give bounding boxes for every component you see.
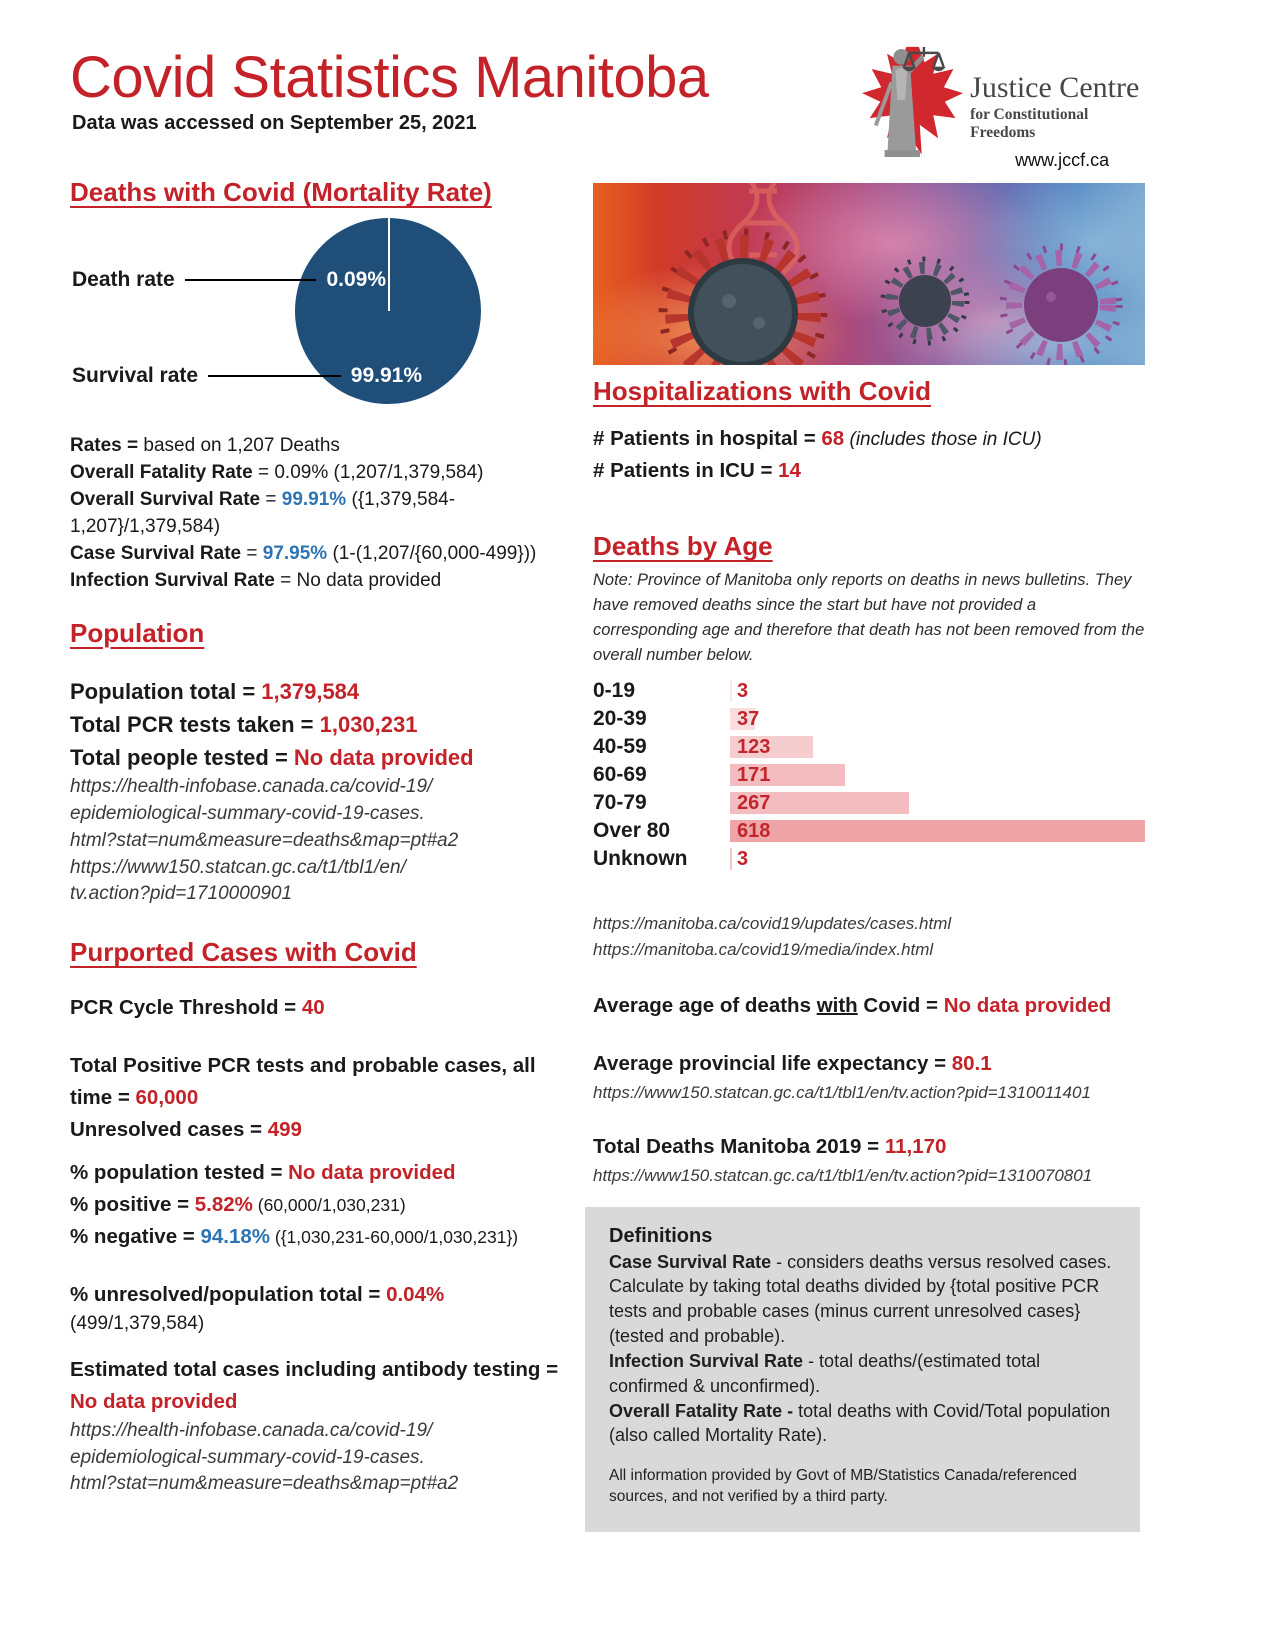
bar-value-label: 618	[737, 820, 771, 843]
rates-basis-line: Rates = based on 1,207 Deaths	[70, 434, 340, 456]
source-url: epidemiological-summary-covid-19-cases.	[70, 1446, 425, 1468]
callout-line	[208, 375, 341, 377]
total-deaths-source-url: https://www150.statcan.gc.ca/t1/tbl1/en/tv.action?pid=1310070801	[593, 1166, 1093, 1186]
bar-track	[730, 735, 1145, 759]
source-url: tv.action?pid=1710000901	[70, 883, 293, 905]
pct-negative-line: % negative = 94.18% ({1,030,231-60,000/1,030,231})	[70, 1224, 519, 1248]
page-title: Covid Statistics Manitoba	[70, 45, 709, 110]
case-survival-line: Case Survival Rate = 97.95% (1-(1,207/{60,000-499}))	[70, 542, 537, 564]
total-positive-line: Total Positive PCR tests and probable cases, all time = 60,000	[70, 1054, 536, 1109]
hospitalizations-heading: Hospitalizations with Covid	[593, 376, 932, 406]
logo-website: www.jccf.ca	[1015, 149, 1110, 170]
overall-survival-line: Overall Survival Rate = 99.91% ({1,379,584-1,207}/1,379,584)	[70, 488, 456, 537]
people-tested-line: Total people tested = No data provided	[70, 744, 474, 770]
pie-death-slice	[388, 218, 390, 311]
bar-category-label: 40-59	[593, 735, 647, 759]
bar-row	[593, 845, 1145, 873]
life-expectancy-line: Average provincial life expectancy = 80.1	[593, 1052, 992, 1076]
coronavirus-image	[593, 183, 1145, 365]
source-url: html?stat=num&measure=deaths&map=pt#a2	[70, 829, 459, 851]
source-url: https://manitoba.ca/covid19/updates/cases.html	[593, 914, 952, 934]
mortality-pie-chart	[70, 214, 578, 419]
bar-value-label: 123	[737, 736, 771, 759]
definitions-box	[585, 1207, 1140, 1532]
source-url: https://health-infobase.canada.ca/covid-19/	[70, 775, 433, 797]
infection-survival-line: Infection Survival Rate = No data provided	[70, 569, 442, 591]
population-stats	[70, 675, 578, 774]
left-column	[70, 178, 578, 1498]
survival-rate-value: 99.91%	[350, 363, 422, 387]
bar-value-label: 171	[737, 764, 771, 787]
patients-in-icu-line: # Patients in ICU = 14	[593, 458, 801, 482]
bar-category-label: 20-39	[593, 707, 647, 731]
bar-row	[593, 761, 1145, 789]
deaths-by-age-source-urls	[593, 911, 1145, 962]
bar-track	[730, 791, 1145, 815]
bar-track	[730, 847, 1145, 871]
cases-heading: Purported Cases with Covid	[70, 937, 417, 968]
patients-in-hospital-line: # Patients in hospital = 68 (includes those in ICU)	[593, 426, 1042, 450]
source-url: https://health-infobase.canada.ca/covid-19/	[70, 1419, 433, 1441]
bar-category-label: Unknown	[593, 847, 688, 871]
bar-track	[730, 819, 1145, 843]
logo-name: Justice Centre	[970, 71, 1140, 104]
logo-tagline: for Constitutional Freedoms	[970, 105, 1089, 141]
bar-category-label: 70-79	[593, 791, 647, 815]
definitions-heading: Definitions	[609, 1224, 713, 1247]
right-column	[593, 183, 1145, 1532]
definition-overall-fatality-rate: Overall Fatality Rate - total deaths with Covid/Total population (also called Mortality Rate).	[609, 1400, 1111, 1446]
overall-fatality-line: Overall Fatality Rate = 0.09% (1,207/1,379,584)	[70, 461, 484, 483]
bar-track	[730, 707, 1145, 731]
bar-fill	[730, 820, 1145, 842]
deaths-by-age-note: Note: Province of Manitoba only reports on deaths in news bulletins. They have removed deaths since the start but have not provided a corresponding age and therefore that death has not been removed from the overall number below.	[593, 571, 1145, 664]
callout-line	[185, 279, 317, 281]
bar-category-label: 60-69	[593, 763, 647, 787]
unresolved-formula: (499/1,379,584)	[70, 1313, 205, 1335]
bar-value-label: 37	[737, 708, 760, 731]
pie-callout-survival	[72, 364, 422, 388]
pcr-tests-line: Total PCR tests taken = 1,030,231	[70, 711, 418, 737]
data-access-date: Data was accessed on September 25, 2021	[72, 112, 477, 134]
source-url: html?stat=num&measure=deaths&map=pt#a2	[70, 1473, 459, 1495]
source-url: https://www150.statcan.gc.ca/t1/tbl1/en/	[70, 856, 406, 878]
deaths-by-age-heading: Deaths by Age	[593, 531, 773, 562]
bar-track	[730, 679, 1145, 703]
justice-centre-emblem-icon	[862, 40, 964, 162]
bar-track	[730, 763, 1145, 787]
pct-unresolved-line: % unresolved/population total = 0.04%	[70, 1282, 445, 1306]
definition-case-survival-rate: Case Survival Rate - considers deaths versus resolved cases. Calculate by taking total deaths divided by {total positive PCR tests and probable cases (minus current unresolved cases}(tested and probable).	[609, 1251, 1112, 1347]
average-age-of-deaths-line: Average age of deaths with Covid = No data provided	[593, 994, 1112, 1018]
life-expectancy-source-url: https://www150.statcan.gc.ca/t1/tbl1/en/tv.action?pid=1310011401	[593, 1082, 1091, 1102]
pcr-threshold-line: PCR Cycle Threshold = 40	[70, 996, 325, 1020]
bar-fill	[730, 848, 732, 870]
bar-category-label: Over 80	[593, 819, 671, 843]
death-rate-value: 0.09%	[326, 267, 386, 291]
estimated-total-cases-line: Estimated total cases including antibody testing = No data provided	[70, 1358, 559, 1413]
cases-source-urls	[70, 1418, 578, 1499]
pie-callout-death	[72, 268, 386, 292]
bar-row	[593, 817, 1145, 845]
pct-positive-line: % positive = 5.82% (60,000/1,030,231)	[70, 1193, 406, 1217]
bar-category-label: 0-19	[593, 679, 636, 703]
population-total-line: Population total = 1,379,584	[70, 678, 360, 704]
bar-value-label: 3	[737, 848, 749, 871]
deaths-by-age-bar-chart	[593, 677, 1145, 873]
bar-value-label: 267	[737, 792, 771, 815]
bar-row	[593, 677, 1145, 705]
bar-row	[593, 733, 1145, 761]
pct-population-tested-line: % population tested = No data provided	[70, 1161, 456, 1185]
bar-value-label: 3	[737, 680, 749, 703]
disclaimer-text: All information provided by Govt of MB/Statistics Canada/referenced sources, and not verified by a third party.	[609, 1467, 1077, 1506]
population-source-urls	[70, 774, 578, 909]
rates-block	[70, 433, 578, 595]
bar-fill	[730, 680, 732, 702]
jccf-logo	[862, 40, 1154, 171]
survival-rate-label: Survival rate	[72, 363, 199, 387]
mortality-heading: Deaths with Covid (Mortality Rate)	[70, 177, 492, 207]
bar-row	[593, 705, 1145, 733]
source-url: https://manitoba.ca/covid19/media/index.html	[593, 939, 934, 959]
definition-infection-survival-rate: Infection Survival Rate - total deaths/(estimated total confirmed & unconfirmed).	[609, 1350, 1041, 1396]
bar-row	[593, 789, 1145, 817]
unresolved-cases-line: Unresolved cases = 499	[70, 1117, 302, 1141]
total-deaths-2019-line: Total Deaths Manitoba 2019 = 11,170	[593, 1135, 947, 1159]
death-rate-label: Death rate	[72, 267, 175, 291]
population-heading: Population	[70, 617, 205, 648]
source-url: epidemiological-summary-covid-19-cases.	[70, 802, 425, 824]
